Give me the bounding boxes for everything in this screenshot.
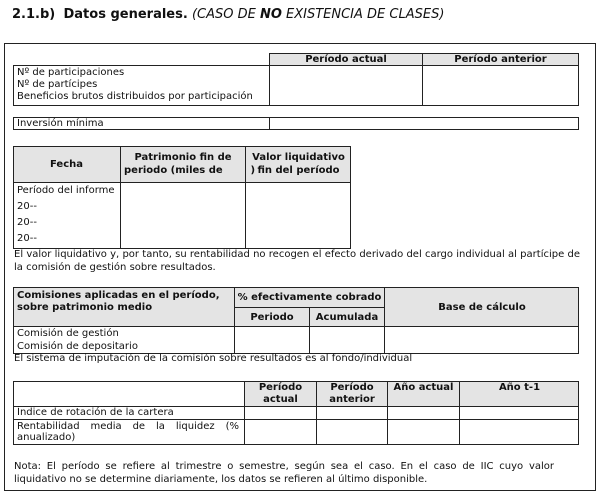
col-patrimonio-line2: periodo (miles de ) [124,165,256,176]
col-patrimonio: Patrimonio fin de [134,152,232,163]
col-acumulada: Acumulada [315,312,379,323]
row-year-3: 20-- [17,233,37,244]
section-heading [12,6,444,24]
col-comisiones-line2: sobre patrimonio medio [17,302,153,313]
row-year-1: 20-- [17,201,37,212]
table-valor-liquidativo [13,146,351,249]
col-pct-cobrado: % efectivamente cobrado [237,292,382,303]
row-rentabilidad-liquidez: Rentabilidad media de la liquidez (% [17,421,239,432]
note-valor-liquidativo: El valor liquidativo y, por tanto, su rentabilidad no recogen el efecto derivado del cargo individual al partícipe de la comisión de gestión sobre resultados. [14,249,580,273]
row-rentabilidad-liquidez-line2: anualizado) [17,432,76,443]
section-note: (CASO DE NO EXISTENCIA DE CLASES) [191,7,445,22]
row-beneficios: Beneficios brutos distribuidos por participación [17,91,253,102]
row-year-2: 20-- [17,217,37,228]
table-comisiones [13,287,579,354]
row-indice-rotacion: Índice de rotación de la cartera [17,407,174,418]
footnote: Nota: El período se refiere al trimestre o semestre, según sea el caso. En el caso de IIC cuyo valor liquidativo no se determine diariamente, los datos se refieren al último disponible. [14,461,554,485]
table-rotacion [13,381,579,445]
row-comision-depositario: Comisión de depositario [17,341,138,352]
col-fecha: Fecha [49,159,83,170]
col-valor-line2: fin del período [257,165,340,176]
row-participaciones: Nº de participaciones [17,67,125,78]
col-periodo-anterior-2: Período [330,382,374,393]
col-periodo-actual-2: Período [258,382,303,393]
col-valor: Valor liquidativo [252,152,345,163]
row-periodo-informe: Período del informe [17,185,115,196]
col-ano-actual: Año actual [393,382,454,393]
row-inversion-minima [13,117,579,130]
section-title: Datos generales. [63,7,188,22]
inversion-label: Inversión mínima [17,118,104,129]
col-comisiones: Comisiones aplicadas en el período, [17,290,220,301]
col-ano-t1: Año t-1 [498,382,541,393]
col-periodo-anterior: Período anterior [454,54,547,65]
section-number: 2.1.b) [12,7,56,22]
col-periodo-actual-2-line2: actual [263,394,298,405]
row-comision-gestion: Comisión de gestión [17,328,119,339]
row-participes: Nº de partícipes [17,79,98,90]
col-periodo-actual: Período actual [305,54,387,65]
table-general [13,53,579,106]
col-periodo: Periodo [250,312,294,323]
note-imputacion: El sistema de imputación de la comisión sobre resultados es al fondo/individual [14,353,413,364]
col-periodo-anterior-2-line2: anterior [329,394,375,405]
col-base-calculo: Base de cálculo [438,302,526,313]
